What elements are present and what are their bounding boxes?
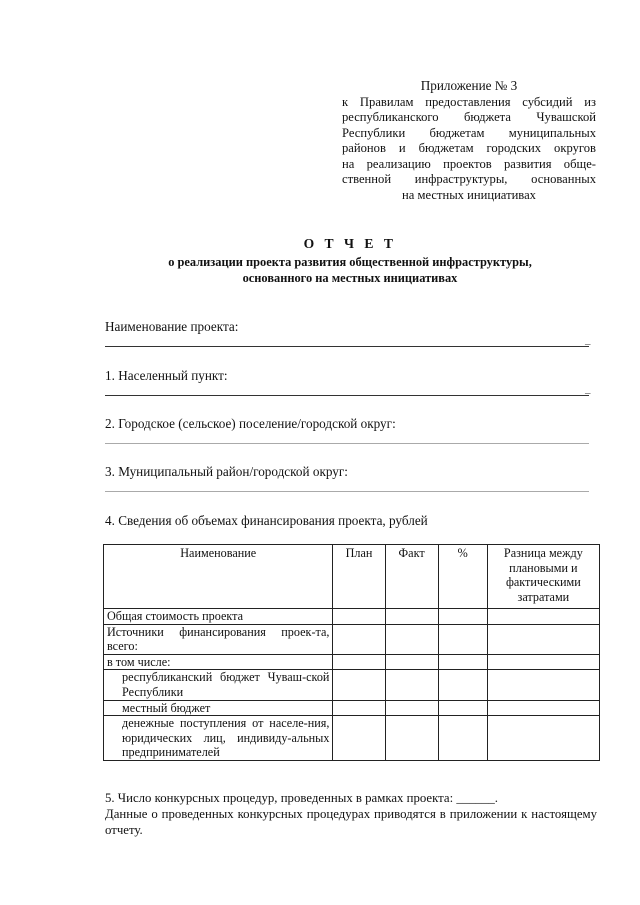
line-end-mark: – <box>585 387 591 399</box>
report-subtitle-line: о реализации проекта развития общественной инфраструктуры, <box>168 255 532 269</box>
col-header-plan: План <box>333 545 385 609</box>
fact-cell[interactable] <box>385 654 438 670</box>
row-label: местный бюджет <box>104 700 333 716</box>
fact-cell[interactable] <box>385 670 438 700</box>
col-header-percent: % <box>438 545 487 609</box>
table-row <box>104 654 600 670</box>
municipality-line[interactable] <box>105 443 589 444</box>
plan-cell[interactable] <box>333 609 385 625</box>
row-label: республиканский бюджет Чуваш-ской Республики <box>104 670 333 700</box>
percent-cell[interactable] <box>438 700 487 716</box>
row-label: Источники финансирования проек-та, всего: <box>104 624 333 654</box>
difference-cell[interactable] <box>487 700 599 716</box>
percent-cell[interactable] <box>438 609 487 625</box>
district-line[interactable] <box>105 491 589 492</box>
competition-note: Данные о проведенных конкурсных процедурах приводятся в приложении к настоящему отчету. <box>105 807 597 837</box>
report-subtitle <box>100 255 600 286</box>
appendix-line: районов и бюджетам городских округов <box>342 141 596 155</box>
appendix-line: на местных инициативах <box>402 187 536 202</box>
plan-cell[interactable] <box>333 716 385 761</box>
appendix-block <box>342 78 596 203</box>
municipality-label: 2. Городское (сельское) поселение/городской округ: <box>105 416 396 431</box>
col-header-difference: Разница между плановыми и фактическими затратами <box>487 545 599 609</box>
table-row <box>104 609 600 625</box>
footer-block <box>105 790 597 838</box>
table-row <box>104 670 600 700</box>
percent-cell[interactable] <box>438 716 487 761</box>
appendix-title: Приложение № 3 <box>420 78 518 93</box>
fact-cell[interactable] <box>385 624 438 654</box>
difference-cell[interactable] <box>487 609 599 625</box>
difference-cell[interactable] <box>487 716 599 761</box>
percent-cell[interactable] <box>438 670 487 700</box>
table-row <box>104 700 600 716</box>
project-name-line[interactable] <box>105 346 589 347</box>
plan-cell[interactable] <box>333 624 385 654</box>
appendix-line: республиканского бюджета Чувашской <box>342 110 596 124</box>
row-label: Общая стоимость проекта <box>104 609 333 625</box>
difference-cell[interactable] <box>487 670 599 700</box>
financing-heading: 4. Сведения об объемах финансирования проекта, рублей <box>105 513 428 528</box>
difference-cell[interactable] <box>487 654 599 670</box>
appendix-line: Республики бюджетам муниципальных <box>342 125 596 140</box>
plan-cell[interactable] <box>333 670 385 700</box>
percent-cell[interactable] <box>438 624 487 654</box>
plan-cell[interactable] <box>333 700 385 716</box>
competition-count-item: 5. Число конкурсных процедур, проведенных в рамках проекта: ______. <box>105 791 498 805</box>
table-row <box>104 716 600 761</box>
settlement-line[interactable] <box>105 395 589 396</box>
fact-cell[interactable] <box>385 609 438 625</box>
financing-table <box>103 544 600 761</box>
project-name-label: Наименование проекта: <box>105 319 239 334</box>
district-label: 3. Муниципальный район/городской округ: <box>105 464 348 479</box>
appendix-line: на реализацию проектов развития обще- <box>342 156 596 171</box>
line-end-mark: – <box>585 338 591 350</box>
percent-cell[interactable] <box>438 654 487 670</box>
row-label: денежные поступления от населе-ния, юридических лиц, индивиду-альных предпринимателей <box>104 716 333 761</box>
col-header-name: Наименование <box>104 545 333 609</box>
report-title: О Т Ч Е Т <box>303 236 397 251</box>
col-header-fact: Факт <box>385 545 438 609</box>
table-header-row <box>104 545 600 609</box>
row-label: в том числе: <box>104 654 333 670</box>
fact-cell[interactable] <box>385 700 438 716</box>
plan-cell[interactable] <box>333 654 385 670</box>
table-row <box>104 624 600 654</box>
appendix-line: к Правилам предоставления субсидий из <box>342 94 596 109</box>
report-subtitle-line: основанного на местных инициативах <box>242 270 458 285</box>
settlement-label: 1. Населенный пункт: <box>105 368 228 383</box>
appendix-line: ственной инфраструктуры, основанных <box>342 172 596 186</box>
difference-cell[interactable] <box>487 624 599 654</box>
fact-cell[interactable] <box>385 716 438 761</box>
